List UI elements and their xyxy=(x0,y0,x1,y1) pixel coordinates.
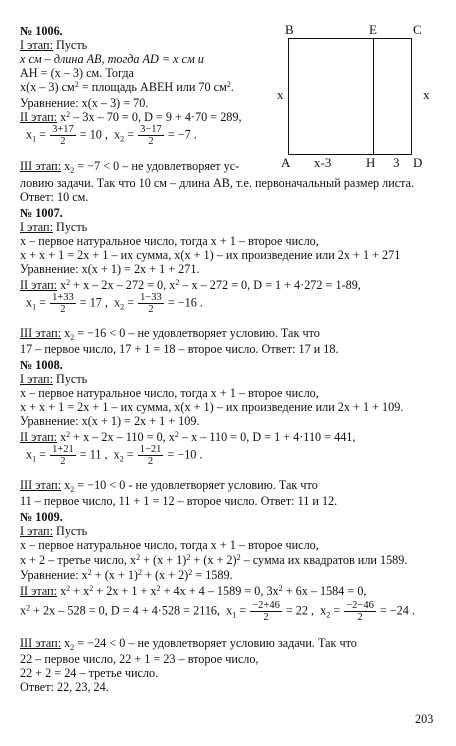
problem-1009-title: № 1009. xyxy=(20,510,63,524)
p1009-line7: 22 – первое число, 22 + 1 = 23 – второе число, xyxy=(20,652,259,666)
p1009-line8: 22 + 2 = 24 – третье число. xyxy=(20,666,159,680)
stage-label: II этап: xyxy=(20,278,58,292)
p1009-equation: Уравнение: $x^2 + (x + 1)^2 + (x + 2)^2 = 1589$. xyxy=(20,568,233,582)
stage-label: III этап: xyxy=(20,159,62,173)
p1006-roots: $x_1$ = $\frac{3+17}{2}$ = 10 , $x_2$ = $\frac{3-17}{2}$ = −7 . xyxy=(26,124,197,147)
p1008-line1: x – первое натуральное число, тогда x + 1 – второе число, xyxy=(20,386,319,400)
label-x-minus-3: x-3 xyxy=(314,155,332,170)
p1008-equation: Уравнение: x(x + 1) = 2x + 1 + 109. xyxy=(20,414,200,428)
stage-label: III этап: xyxy=(20,636,62,650)
p1009-line2: x + 2 – третье число, $x^2 + (x + 1)^2 + (x + 2)^2$ – сумма их квадратов или 1589. xyxy=(20,553,408,567)
p1006-line1: x см – длина АВ, тогда AD = x см и xyxy=(20,52,204,66)
label-3: 3 xyxy=(393,155,400,170)
label-B: B xyxy=(285,22,294,37)
p1009-line1: x – первое натуральное число, тогда x + 1 – второе число, xyxy=(20,538,319,552)
p1008-stage2: II этап: $x^2 + x - 2x - 110 = 0$, $x^2 - x - 110 = 0$, D = 1 + 4·110 = 441, xyxy=(20,430,356,444)
p1009-answer: Ответ: 22, 23, 24. xyxy=(20,680,109,694)
text: x xyxy=(57,110,67,124)
p1007-equation: Уравнение: x(x + 1) = 2x + 1 + 271. xyxy=(20,262,200,276)
problem-1008-title: № 1008. xyxy=(20,358,63,372)
rect-outline xyxy=(288,38,412,155)
label-A: A xyxy=(281,155,291,170)
label-x-right: x xyxy=(423,87,430,102)
p1007-line2: x + x + 1 = 2x + 1 – их сумма, x(x + 1) – их произведение или 2x + 1 + 271 xyxy=(20,248,401,262)
p1006-line3: x(x – 3) $см^2$ = площадь ABEH или 70 $см^2$. xyxy=(20,80,234,94)
p1007-stage2: II этап: $x^2 + x - 2x - 272 = 0$, $x^2 - x - 272 = 0$, D = 1 + 4·272 = 1-89, xyxy=(20,278,361,292)
p1006-stage2: II этап: $x^2 - 3x - 70 = 0$, D = 9 + 4·70 = 289, xyxy=(20,110,242,124)
label-D: D xyxy=(413,155,423,170)
p1007-stage3: III этап: $x_2 = -16 < 0$ – не удовлетворяет условию. Так что xyxy=(20,326,320,342)
p1008-roots: $x_1$ = $\frac{1+21}{2}$ = 11 , $x_2$ = $\frac{1-21}{2}$ = −10 . xyxy=(26,444,203,467)
text: . xyxy=(230,80,234,94)
stage-label: II этап: xyxy=(20,110,58,124)
fraction: $\frac{1+21}{2}$ xyxy=(52,444,74,467)
p1007-stage1 xyxy=(20,220,87,234)
stage-label: III этап: xyxy=(20,326,62,340)
text: = −7 < 0 – не удовлетворяет ус- xyxy=(74,159,240,173)
text: Пусть xyxy=(52,220,88,234)
fraction: $\frac{3+17}{2}$ xyxy=(52,124,74,147)
text: – 3x – 70 = 0, D = 9 + 4·70 = 289, xyxy=(70,110,242,124)
stage-label: I этап: xyxy=(20,372,53,386)
fraction: $\frac{3-17}{2}$ xyxy=(140,124,162,147)
stage-label: I этап: xyxy=(20,38,53,52)
stage-label: I этап: xyxy=(20,220,53,234)
fraction: $\frac{1-33}{2}$ xyxy=(140,292,162,315)
p1008-line2: x + x + 1 = 2x + 1 – их сумма, x(x + 1) – их произведение или 2x + 1 + 109. xyxy=(20,400,404,414)
p1006-stage1 xyxy=(20,38,87,52)
fraction: $\frac{1-21}{2}$ xyxy=(139,444,162,467)
p1009-line5: $x^2 + 2x - 528 = 0$, D = 4 + 4·528 = 2116, $x_1$ = $\frac{-2+46}{2}$ = 22 , $x_2$ = $\frac{-2-46}{2}$ = −24 . xyxy=(20,600,415,623)
stage-label: II этап: xyxy=(20,430,58,444)
problem-1007-title: № 1007. xyxy=(20,206,63,220)
label-x-left: x xyxy=(277,87,284,102)
p1006-answer: Ответ: 10 см. xyxy=(20,190,89,204)
rectangle-figure xyxy=(288,38,412,155)
p1009-stage2: II этап: $x^2 + x^2 + 2x + 1 + x^2 + 4x + 4 - 1589 = 0$, $3x^2 + 6x - 1584 = 0$, xyxy=(20,584,367,598)
label-H: H xyxy=(366,155,376,170)
fraction: $\frac{-2-46}{2}$ xyxy=(346,600,374,623)
p1006-stage3: III этап: $x_2 = -7 < 0$ – не удовлетворяет ус- xyxy=(20,159,240,175)
stage-label: III этап: xyxy=(20,478,62,492)
p1009-stage1: I этап: Пусть xyxy=(20,524,88,538)
label-C: C xyxy=(413,22,422,37)
label-E: E xyxy=(369,22,377,37)
p1006-equation: Уравнение: x(x – 3) = 70. xyxy=(20,96,149,110)
p1008-stage3: III этап: $x_2 = -10 < 0$ - не удовлетворяет условию. Так что xyxy=(20,478,318,494)
p1006-line7: ловию задачи. Так что 10 см – длина АВ, т.е. первоначальный размер листа. xyxy=(20,176,415,190)
segment-EH xyxy=(373,38,374,155)
p1007-roots: $x_1$ = $\frac{1+33}{2}$ = 17 , $x_2$ = $\frac{1-33}{2}$ = −16 . xyxy=(26,292,203,315)
p1008-stage1: I этап: Пусть xyxy=(20,372,88,386)
p1006-line2: AH = (x – 3) см. Тогда xyxy=(20,66,134,80)
p1007-answer: 17 – первое число, 17 + 1 = 18 – второе число. Ответ: 17 и 18. xyxy=(20,342,339,356)
p1008-answer: 11 – первое число, 11 + 1 = 12 – второе число. Ответ: 11 и 12. xyxy=(20,494,338,508)
p1009-stage3: III этап: $x_2 = -24 < 0$ – не удовлетворяет условию задачи. Так что xyxy=(20,636,357,652)
page-number: 203 xyxy=(415,712,434,726)
stage-label: II этап: xyxy=(20,584,58,598)
text: x(x – 3) см xyxy=(20,80,75,94)
text: = площадь ABEH или 70 см xyxy=(78,80,227,94)
fraction: $\frac{1+33}{2}$ xyxy=(52,292,74,315)
p1007-line1: x – первое натуральное число, тогда x + 1 – второе число, xyxy=(20,234,319,248)
fraction: $\frac{-2+46}{2}$ xyxy=(252,600,280,623)
text: x xyxy=(61,159,71,173)
stage-label: I этап: xyxy=(20,524,53,538)
problem-1006-title: № 1006. xyxy=(20,24,63,38)
stage-text: Пусть xyxy=(52,38,88,52)
